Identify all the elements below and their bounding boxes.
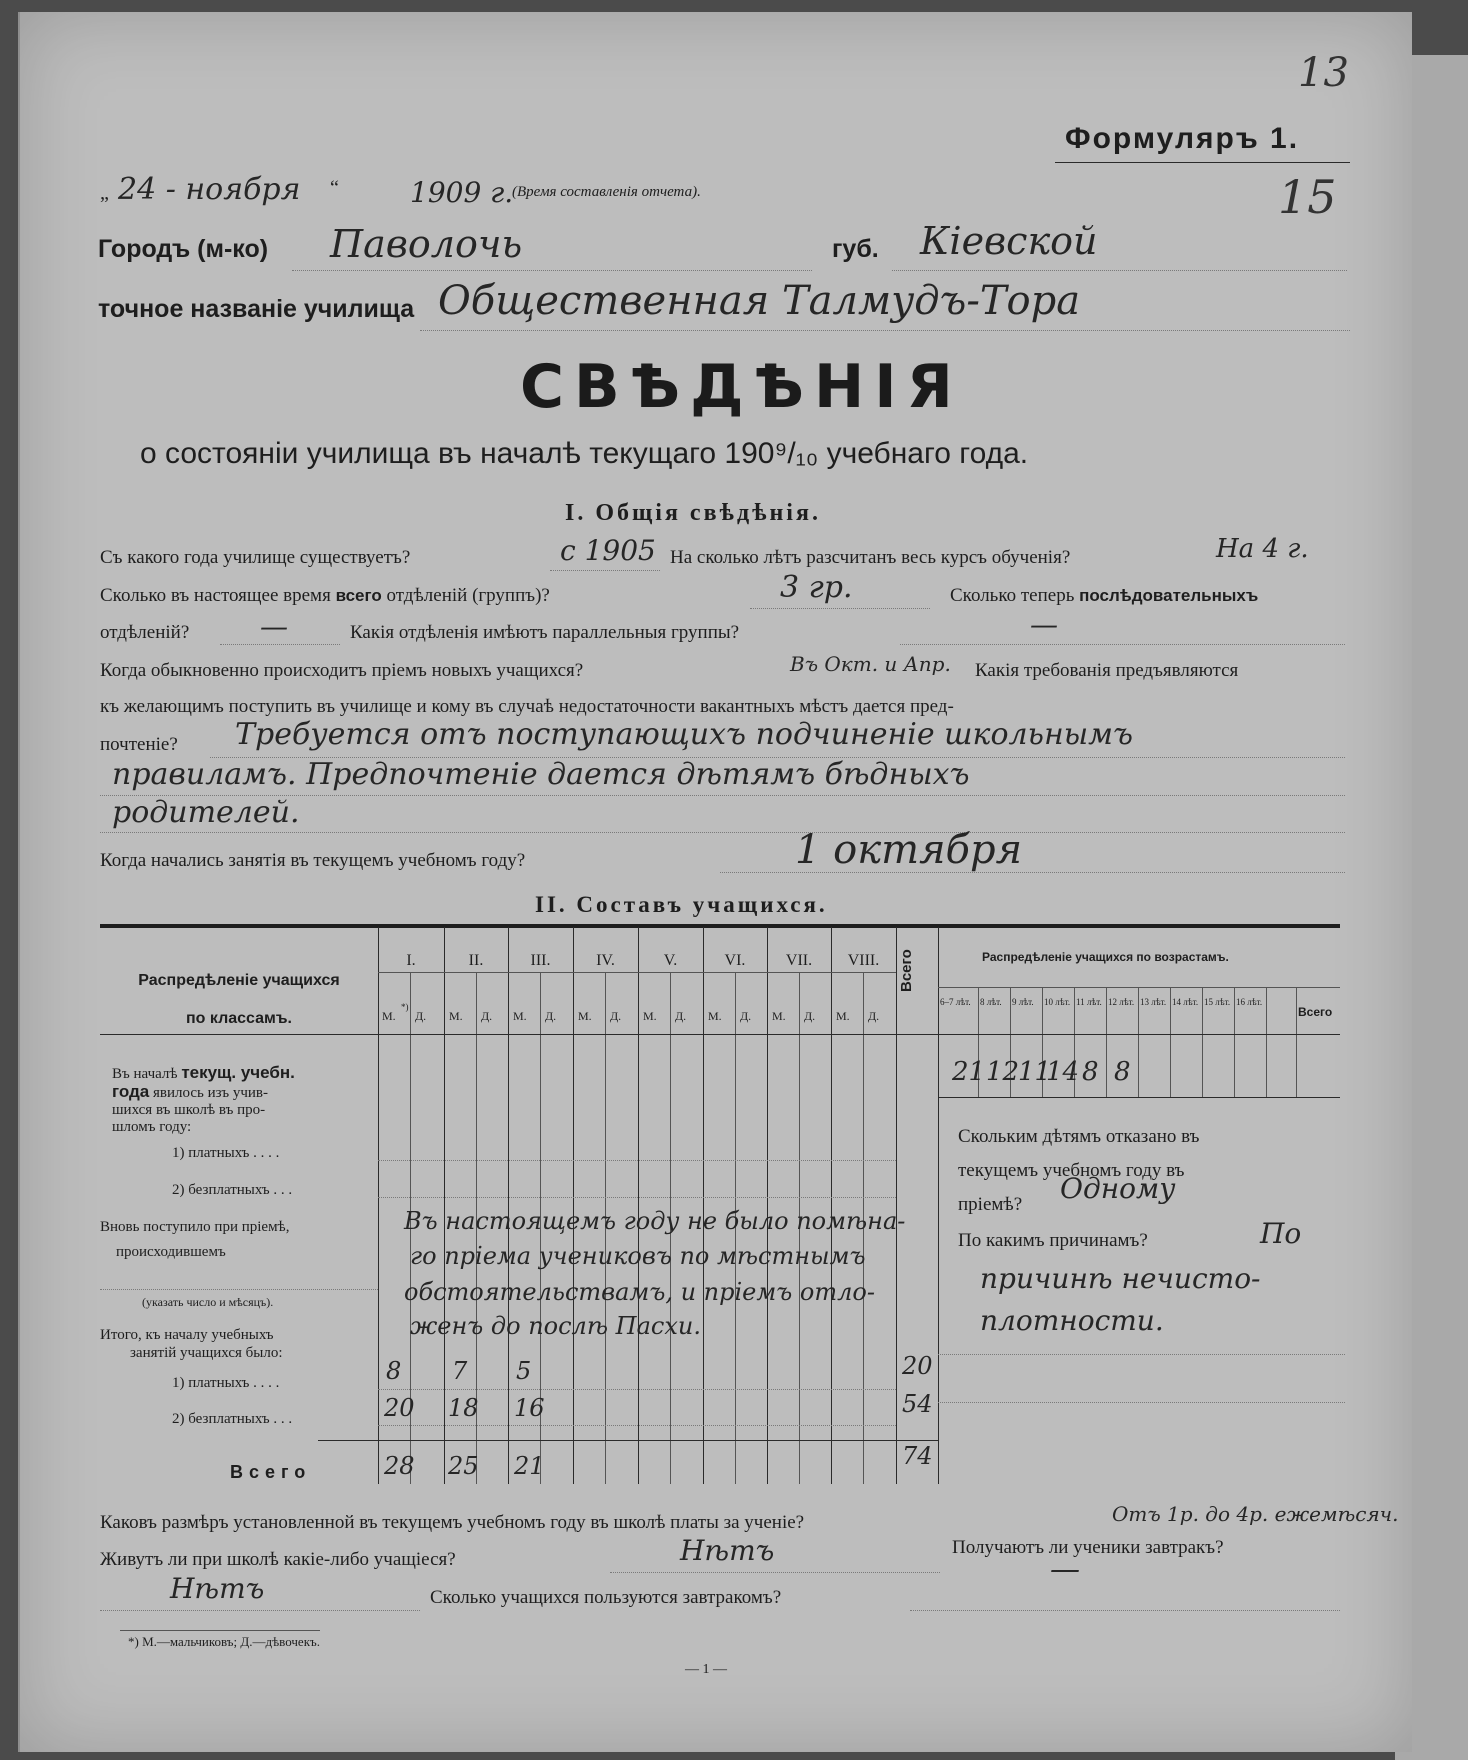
q-refused: [958, 1120, 1200, 1222]
sub-d-6: Д.: [740, 1009, 752, 1023]
table-note-2: го пріема учениковъ по мѣстнымъ: [410, 1242, 866, 1270]
q-since: Съ какого года училище существуетъ?: [100, 547, 411, 568]
row-start-2: текущ. учебн.: [181, 1063, 295, 1082]
a-years: На 4 г.: [1216, 534, 1309, 564]
a-requirements-3: родителей.: [112, 795, 300, 830]
row-start-4: явилось изъ учив-: [153, 1085, 268, 1101]
grand-class-3: 21: [514, 1452, 545, 1480]
table-top-rule: [100, 924, 1340, 928]
a-requirements-1: Требуется отъ поступающихъ подчиненіе школьнымъ: [235, 717, 1134, 752]
a-since: с 1905: [560, 534, 656, 567]
city-value: Паволочь: [330, 222, 523, 266]
paid-total: 20: [902, 1352, 933, 1380]
sheet-number: 13: [1298, 50, 1349, 96]
a-breakfast: Нѣтъ: [170, 1572, 265, 1605]
class-header-4: IV.: [596, 952, 615, 969]
sub-d-2: Д.: [481, 1009, 493, 1023]
dist-header-line1: Распредѣленіе учащихся: [138, 972, 340, 989]
age-col-1: 6–7 лѣт.: [940, 997, 971, 1007]
dist-header-line2: по классамъ.: [186, 1010, 292, 1027]
page-title: СВѢДѢНІЯ: [520, 352, 963, 422]
province-value: Кіевской: [920, 219, 1098, 263]
q-requirements-3: почтеніе?: [100, 734, 178, 755]
date-quote-open: „: [100, 182, 109, 204]
a-admission: Въ Окт. и Апр.: [790, 652, 951, 676]
paid-class-1: 8: [386, 1357, 402, 1385]
a-seq: —: [260, 610, 288, 643]
page-subtitle: о состояніи училища въ началѣ текущаго 190⁹/₁₀ учебнаго года.: [140, 437, 1029, 470]
row-start-label: [112, 1064, 295, 1136]
a-reasons-1: По: [1260, 1217, 1302, 1250]
grand-class-2: 25: [448, 1452, 479, 1480]
sub-d-4: Д.: [610, 1009, 622, 1023]
sub-m-2: М.: [449, 1009, 463, 1023]
row-total-free: 2) безплатныхъ . . .: [172, 1411, 293, 1427]
sub-m-6: М.: [708, 1009, 722, 1023]
sub-d-3: Д.: [545, 1009, 557, 1023]
free-class-1: 20: [384, 1394, 415, 1422]
a-fee: Отъ 1р. до 4р. ежемѣсяч.: [1112, 1502, 1399, 1526]
total-header: Всего: [898, 949, 915, 992]
a-reasons-2: причинѣ нечисто-: [980, 1262, 1261, 1295]
row-start-1: Въ началѣ: [112, 1066, 178, 1082]
free-class-3: 16: [514, 1394, 545, 1422]
q-seq-c: отдѣленій?: [100, 622, 190, 643]
row-new-2: происходившемъ: [116, 1244, 226, 1260]
city-label: Городъ (м-ко): [98, 235, 269, 263]
row-total-1: Итого, къ началу учебныхъ: [100, 1327, 274, 1343]
row-total-2: занятій учащихся было:: [130, 1345, 283, 1361]
table-note-3: обстоятельствамъ, и пріемъ отло-: [404, 1278, 875, 1306]
date-day-month: 24 - ноября: [118, 172, 301, 207]
section2-heading: II. Составъ учащихся.: [535, 892, 828, 917]
table-note-1: Въ настоящемъ году не было помѣна-: [404, 1207, 906, 1235]
a-how-many: —: [1050, 1552, 1080, 1587]
q-refused-3: пріемѣ?: [958, 1194, 1023, 1215]
sub-m-4: М.: [578, 1009, 592, 1023]
age-col-total: Всего: [1298, 1005, 1333, 1019]
q-years: На сколько лѣтъ разсчитанъ весь курсъ обученія?: [670, 547, 1071, 568]
sub-m-7: М.: [772, 1009, 786, 1023]
date-quote-close: “: [330, 177, 339, 199]
q-groups-part-b: всего: [335, 586, 382, 605]
q-how-many: Сколько учащихся пользуются завтракомъ?: [430, 1587, 782, 1608]
sub-m-5: М.: [643, 1009, 657, 1023]
q-seq: [950, 585, 1258, 607]
a-refused: Одному: [1060, 1172, 1176, 1205]
date-note: (Время составленія отчета).: [512, 184, 701, 200]
age-col-8: 14 лѣт.: [1172, 997, 1199, 1007]
sub-d-8: Д.: [868, 1009, 880, 1023]
q-seq-part-b: послѣдовательныхъ: [1079, 586, 1259, 605]
sheet-mark: 15: [1278, 170, 1337, 224]
grand-total: 74: [902, 1442, 933, 1470]
sub-star: *): [401, 1002, 409, 1012]
class-header-5: V.: [663, 952, 678, 969]
q-reasons: По какимъ причинамъ?: [958, 1230, 1148, 1251]
date-year: 1909 г.: [410, 176, 514, 209]
age-value-4: 14: [1046, 1057, 1080, 1087]
q-groups-a: [100, 585, 550, 607]
paid-class-2: 7: [452, 1357, 468, 1385]
a-live: Нѣтъ: [680, 1534, 775, 1567]
sub-m-3: М.: [513, 1009, 527, 1023]
row-new-1: Вновь поступило при пріемѣ,: [100, 1219, 290, 1235]
row-total-paid: 1) платныхъ . . . .: [172, 1375, 280, 1391]
age-col-10: 16 лѣт.: [1236, 997, 1263, 1007]
age-value-1: 21: [952, 1057, 986, 1087]
q-live: Живутъ ли при школѣ какіе-либо учащіеся?: [100, 1549, 456, 1570]
paid-class-3: 5: [516, 1357, 532, 1385]
row-start-3: года: [112, 1082, 150, 1101]
q-requirements-2: къ желающимъ поступить въ училище и кому въ случаѣ недостаточности вакантныхъ мѣстъ дается пред-: [100, 696, 954, 717]
q-groups-part-a: Сколько въ настоящее время: [100, 585, 331, 606]
form-label: Формуляръ 1.: [1065, 122, 1300, 155]
age-col-4: 10 лѣт.: [1044, 997, 1071, 1007]
class-header-6: VI.: [724, 952, 746, 969]
row-free: 2) безплатныхъ . . .: [172, 1182, 293, 1198]
sub-d-5: Д.: [675, 1009, 687, 1023]
row-grand: Всего: [230, 1462, 312, 1482]
a-groups: 3 гр.: [780, 570, 853, 605]
q-parallel: Какія отдѣленія имѣютъ параллельныя группы?: [350, 622, 740, 643]
province-label: губ.: [832, 235, 879, 263]
age-header: Распредѣленіе учащихся по возрастамъ.: [982, 950, 1229, 964]
age-value-5: 8: [1082, 1057, 1099, 1087]
free-total: 54: [902, 1390, 933, 1418]
q-seq-part-a: Сколько теперь: [950, 585, 1075, 606]
a-parallel: —: [1030, 608, 1058, 641]
q-refused-2: текущемъ учебномъ году въ: [958, 1160, 1185, 1181]
free-class-2: 18: [448, 1394, 479, 1422]
class-header-3: III.: [530, 952, 551, 969]
a-requirements-2: правиламъ. Предпочтеніе дается дѣтямъ бѣдныхъ: [112, 757, 970, 792]
class-header-2: II.: [468, 952, 484, 969]
section1-heading: I. Общія свѣдѣнія.: [565, 500, 821, 526]
row-start-6: шломъ году:: [112, 1119, 192, 1135]
class-header-7: VII.: [785, 952, 813, 969]
school-name-value: Общественная Талмудъ-Тора: [438, 278, 1081, 324]
class-header-8: VIII.: [847, 952, 880, 969]
age-col-6: 12 лѣт.: [1108, 997, 1135, 1007]
form-page: [18, 12, 1412, 1752]
age-col-9: 15 лѣт.: [1204, 997, 1231, 1007]
row-new-3: (указать число и мѣсяцъ).: [142, 1295, 274, 1309]
sub-d-1: Д.: [415, 1009, 427, 1023]
table-note-4: женъ до послѣ Пасхи.: [410, 1312, 701, 1340]
class-header-1: I.: [406, 952, 416, 969]
grand-class-1: 28: [384, 1452, 415, 1480]
sub-m-8: М.: [836, 1009, 850, 1023]
age-col-7: 13 лѣт.: [1140, 997, 1167, 1007]
age-value-2: 12: [986, 1057, 1020, 1087]
sub-d-7: Д.: [804, 1009, 816, 1023]
row-start-5: шихся въ школѣ въ про-: [112, 1102, 266, 1118]
row-paid: 1) платныхъ . . . .: [172, 1145, 280, 1161]
age-col-2: 8 лѣт.: [980, 997, 1002, 1007]
q-admission: Когда обыкновенно происходитъ пріемъ новыхъ учащихся?: [100, 660, 584, 681]
age-value-6: 8: [1114, 1057, 1131, 1087]
sub-m-1: М.: [382, 1009, 396, 1023]
q-groups-part-c: отдѣленій (группъ)?: [386, 585, 550, 606]
q-fee: Каковъ размѣръ установленной въ текущемъ учебномъ году въ школѣ платы за ученіе?: [100, 1512, 805, 1533]
q-breakfast: Получаютъ ли ученики завтракъ?: [952, 1537, 1224, 1558]
q-requirements-1: Какія требованія предъявляются: [975, 660, 1239, 681]
footnote: *) М.—мальчиковъ; Д.—дѣвочекъ.: [128, 1634, 320, 1649]
a-reasons-3: плотности.: [980, 1304, 1164, 1337]
q-refused-1: Скольким дѣтямъ отказано въ: [958, 1126, 1200, 1147]
a-start: 1 октября: [795, 827, 1023, 873]
dist-header: [100, 962, 378, 1038]
age-col-3: 9 лѣт.: [1012, 997, 1034, 1007]
school-name-label: точное названіе училища: [98, 295, 415, 323]
page-number: — 1 —: [685, 1662, 727, 1677]
q-start: Когда начались занятія въ текущемъ учебномъ году?: [100, 850, 526, 871]
form-label-underline: [1055, 162, 1350, 163]
age-value-3: 11: [1018, 1057, 1052, 1087]
age-col-5: 11 лѣт.: [1076, 997, 1102, 1007]
